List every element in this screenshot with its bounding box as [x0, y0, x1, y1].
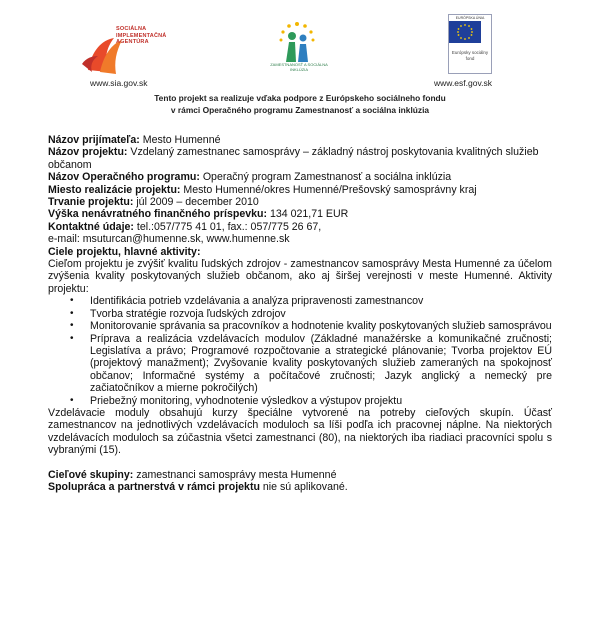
activity-item: • Priebežný monitoring, vyhodnotenie výsledkov a výstupov projektu [48, 395, 552, 407]
intro-line-1: Tento projekt sa realizuje vďaka podpore z Európskeho sociálneho fondu [154, 93, 446, 103]
target-label: Cieľové skupiny: [48, 468, 134, 481]
project-name-row [48, 146, 552, 171]
project-name-value: Vzdelaný zamestnanec samosprávy – základný nástroj poskytovania kvalitných služieb občanom [48, 146, 539, 171]
amount-label: Výška nenávratného finančného príspevku: [48, 208, 268, 221]
partner-value: nie sú aplikované. [259, 480, 348, 493]
esf-logo-text: Európsky sociálny fond [451, 50, 489, 61]
goals-label: Ciele projektu, hlavné aktivity: [48, 245, 201, 258]
contact-label: Kontaktné údaje: [48, 220, 134, 233]
intro-line-2: v rámci Operačného programu Zamestnanosť a sociálna inklúzia [170, 104, 430, 115]
project-info [48, 134, 552, 493]
amount-row [48, 208, 552, 220]
duration-label: Trvanie projektu: [48, 196, 134, 209]
recipient-label: Názov prijímateľa: [48, 134, 140, 146]
amount-value: 134 021,71 EUR [267, 208, 349, 221]
activity-item: • Monitorovanie správania sa pracovníkov a hodnotenie kvality poskytovaných služieb samosprávou [48, 320, 552, 332]
recipient-row [48, 134, 552, 146]
contact-row [48, 221, 552, 233]
program-value: Operačný program Zamestnanosť a sociálna inklúzia [199, 171, 452, 184]
esf-logo [448, 14, 492, 74]
sia-logo-text: SOCIÁLNA IMPLEMENTAČNÁ AGENTÚRA [116, 26, 167, 45]
target-value: zamestnanci samosprávy mesta Humenné [133, 468, 337, 481]
place-label: Miesto realizácie projektu: [48, 183, 181, 196]
duration-value: júl 2009 – december 2010 [133, 196, 259, 209]
activity-item: • Tvorba stratégie rozvoja ľudských zdrojov [48, 308, 552, 320]
place-row [48, 184, 552, 196]
partner-label: Spolupráca a partnerstvá v rámci projektu [48, 480, 260, 493]
spacer [48, 457, 552, 469]
activities-list [48, 295, 552, 407]
activity-item: • Identifikácia potrieb vzdelávania a analýza pripravenosti zamestnancov [48, 295, 552, 307]
goals-text: Cieľom projektu je zvýšiť kvalitu ľudských zdrojov - zamestnancov samosprávy Mesta Humenné za účelom zvýšenia kvality poskytovaných služieb občanom, ako aj širšej verejnosti v meste Humenné. Aktivity projektu: [48, 258, 552, 295]
program-row [48, 171, 552, 183]
funding-intro [0, 93, 600, 116]
sia-url[interactable]: www.sia.gov.sk [90, 78, 148, 88]
closing-text: Vzdelávacie moduly obsahujú kurzy špeciálne vytvorené na potreby cieľových skupín. Účasť zamestnancov na jednotlivých vzdelávacích moduloch sa líši podľa ich pracovnej náplne. Na niektorých vzdelávacích moduloch sa zúčastnia všetci zamestnanci (80), na niektorých iba riadiaci pracovníci spolu s vybranými (15). [48, 406, 552, 457]
activity-item: • Príprava a realizácia vzdelávacích modulov (Základné manažérske a komunikačné zručnosti; Legislatíva a právo; Programové rozpočtovanie a strategické plánovanie; Tvorba projektov EÚ (projektový manažment); Zvyšovanie kvality poskytovaných služieb zameraných na spokojnosť občanov; Informačné systémy a počítačové zručnosti; Jazyk anglický a nemecký pre začiatočníkov a mierne pokročilých) [48, 333, 552, 395]
duration-row [48, 196, 552, 208]
recipient-value: Mesto Humenné [139, 134, 221, 146]
contact-value: tel.:057/775 41 01, fax.: 057/775 26 67, [133, 220, 322, 233]
partner-row [48, 481, 552, 493]
target-row [48, 469, 552, 481]
place-value: Mesto Humenné/okres Humenné/Prešovský samosprávny kraj [180, 183, 477, 196]
contact-email-row: e-mail: msuturcan@humenne.sk, www.humenne.sk [48, 233, 290, 246]
esf-url[interactable]: www.esf.gov.sk [434, 78, 492, 88]
logo-header [0, 0, 600, 92]
zamestnanost-logo-text: ZAMESTNANOSŤ A SOCIÁLNA INKLÚZIA [270, 62, 328, 72]
eu-flag-icon [449, 21, 481, 43]
program-label: Názov Operačného programu: [48, 171, 200, 184]
esf-logo-top-text: EURÓPSKA ÚNIA [455, 16, 485, 20]
project-name-label: Názov projektu: [48, 146, 128, 159]
